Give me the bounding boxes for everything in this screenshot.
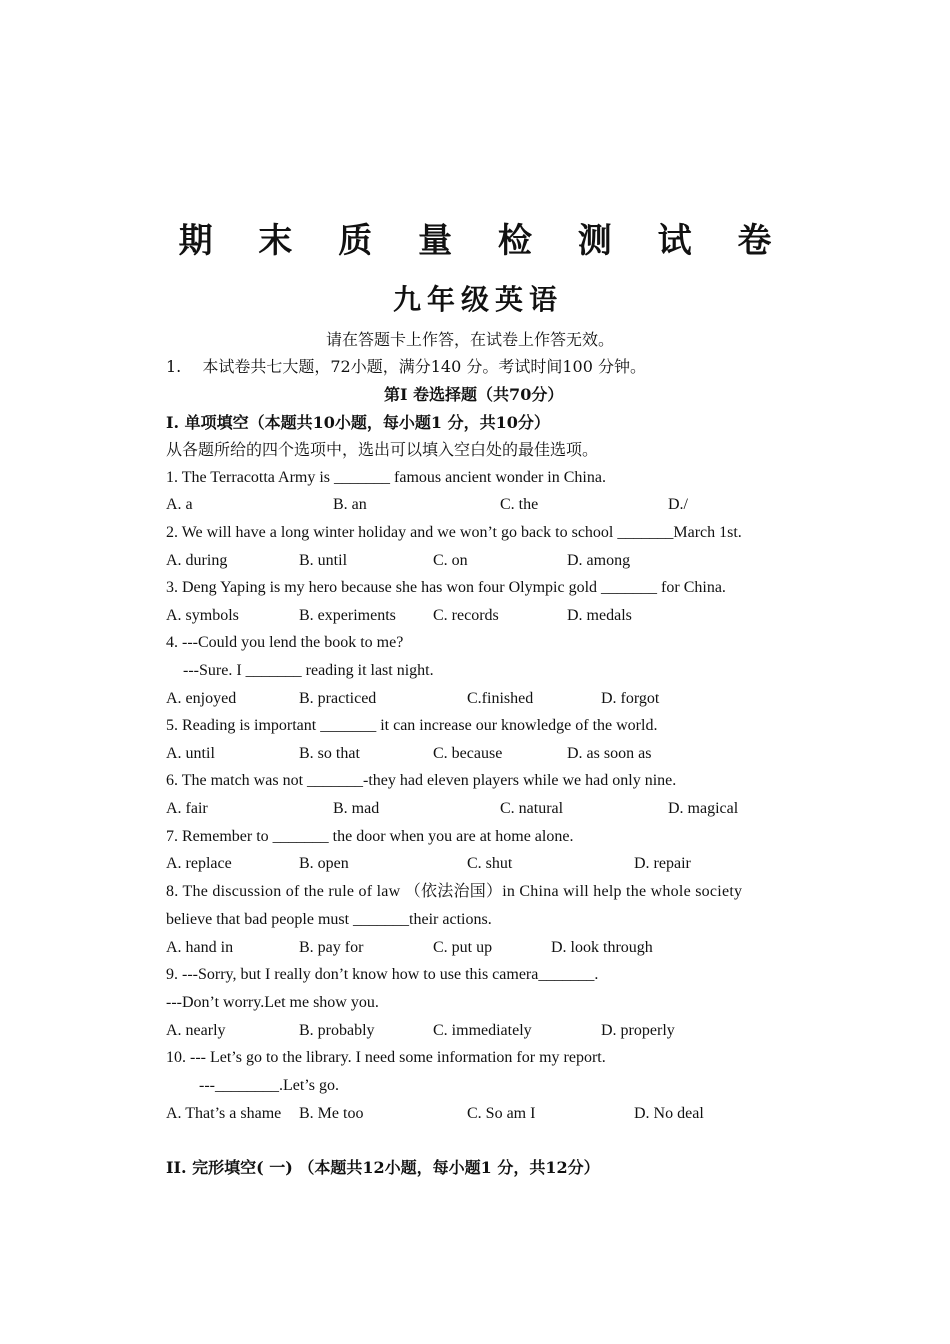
q3-option-c: C. records — [433, 607, 499, 624]
question-1: 1. The Terracotta Army is _______ famous ancient wonder in China. — [166, 469, 606, 486]
q2-option-c: C. on — [433, 552, 468, 569]
q6-option-d: D. magical — [668, 800, 739, 817]
q4-option-a: A. enjoyed — [166, 690, 237, 707]
q6-option-b: B. mad — [333, 800, 380, 817]
q2-option-a: A. during — [166, 552, 228, 569]
q4-option-c: C.finished — [467, 690, 534, 707]
question-4-reply: ---Sure. I _______ reading it last night. — [183, 662, 434, 679]
question-8: 8. The discussion of the rule of law （依法治国）in China will help the whole society — [166, 883, 743, 900]
q1-option-a: A. a — [166, 496, 193, 513]
part-title: 第Ⅰ 卷选择题（共70分） — [384, 385, 564, 404]
q3-option-b: B. experiments — [299, 607, 396, 624]
q9-option-a: A. nearly — [166, 1022, 226, 1039]
section1-instruction: 从各题所给的四个选项中，选出可以填入空白处的最佳选项。 — [166, 440, 599, 459]
q10-option-c: C. So am I — [467, 1105, 536, 1122]
q2-option-b: B. until — [299, 552, 348, 569]
question-9: 9. ---Sorry, but I really don’t know how to use this camera_______. — [166, 966, 599, 983]
section1-title: I. 单项填空（本题共10小题，每小题1 分，共10分） — [166, 413, 550, 432]
q1-option-d: D./ — [668, 496, 688, 513]
q10-option-a: A. That’s a shame — [166, 1105, 282, 1122]
question-4: 4. ---Could you lend the book to me? — [166, 634, 404, 651]
q7-option-d: D. repair — [634, 855, 691, 872]
question-9-reply: ---Don’t worry.Let me show you. — [166, 994, 379, 1011]
q10-option-b: B. Me too — [299, 1105, 364, 1122]
notice-text: 请在答题卡上作答，在试卷上作答无效。 — [326, 330, 615, 349]
q9-option-b: B. probably — [299, 1022, 375, 1039]
q8-option-d: D. look through — [551, 939, 653, 956]
q2-option-d: D. among — [567, 552, 631, 569]
q7-option-a: A. replace — [166, 855, 232, 872]
q6-option-c: C. natural — [500, 800, 564, 817]
q3-option-a: A. symbols — [166, 607, 239, 624]
question-3: 3. Deng Yaping is my hero because she has won four Olympic gold _______ for China. — [166, 579, 726, 596]
q9-option-d: D. properly — [601, 1022, 675, 1039]
q10-option-d: D. No deal — [634, 1105, 704, 1122]
q5-option-d: D. as soon as — [567, 745, 652, 762]
question-2: 2. We will have a long winter holiday and we won’t go back to school _______March 1st. — [166, 524, 742, 541]
exam-note: 1. 本试卷共七大题，72小题，满分140 分。考试时间100 分钟。 — [166, 357, 646, 376]
q3-option-d: D. medals — [567, 607, 632, 624]
q8-option-a: A. hand in — [166, 939, 234, 956]
q1-option-c: C. the — [500, 496, 539, 513]
section2-title: II. 完形填空( 一) （本题共12小题，每小题1 分，共12分） — [166, 1158, 600, 1177]
question-10-reply: ---________.Let’s go. — [199, 1077, 339, 1094]
q5-option-c: C. because — [433, 745, 503, 762]
q8-option-b: B. pay for — [299, 939, 364, 956]
q4-option-d: D. forgot — [601, 690, 660, 707]
q8-option-c: C. put up — [433, 939, 493, 956]
question-5: 5. Reading is important _______ it can increase our knowledge of the world. — [166, 717, 658, 734]
q1-option-b: B. an — [333, 496, 367, 513]
exam-subtitle: 九年级英语 — [392, 283, 563, 316]
q7-option-b: B. open — [299, 855, 349, 872]
question-10: 10. --- Let’s go to the library. I need some information for my report. — [166, 1049, 606, 1066]
question-6: 6. The match was not _______-they had eleven players while we had only nine. — [166, 772, 677, 789]
question-7: 7. Remember to _______ the door when you are at home alone. — [166, 828, 574, 845]
q5-option-a: A. until — [166, 745, 215, 762]
q4-option-b: B. practiced — [299, 690, 377, 707]
q6-option-a: A. fair — [166, 800, 208, 817]
q7-option-c: C. shut — [467, 855, 513, 872]
exam-title: 期 末 质 量 检 测 试 卷 — [178, 221, 789, 261]
q5-option-b: B. so that — [299, 745, 360, 762]
q9-option-c: C. immediately — [433, 1022, 532, 1039]
question-8-cont: believe that bad people must _______their actions. — [166, 911, 492, 928]
